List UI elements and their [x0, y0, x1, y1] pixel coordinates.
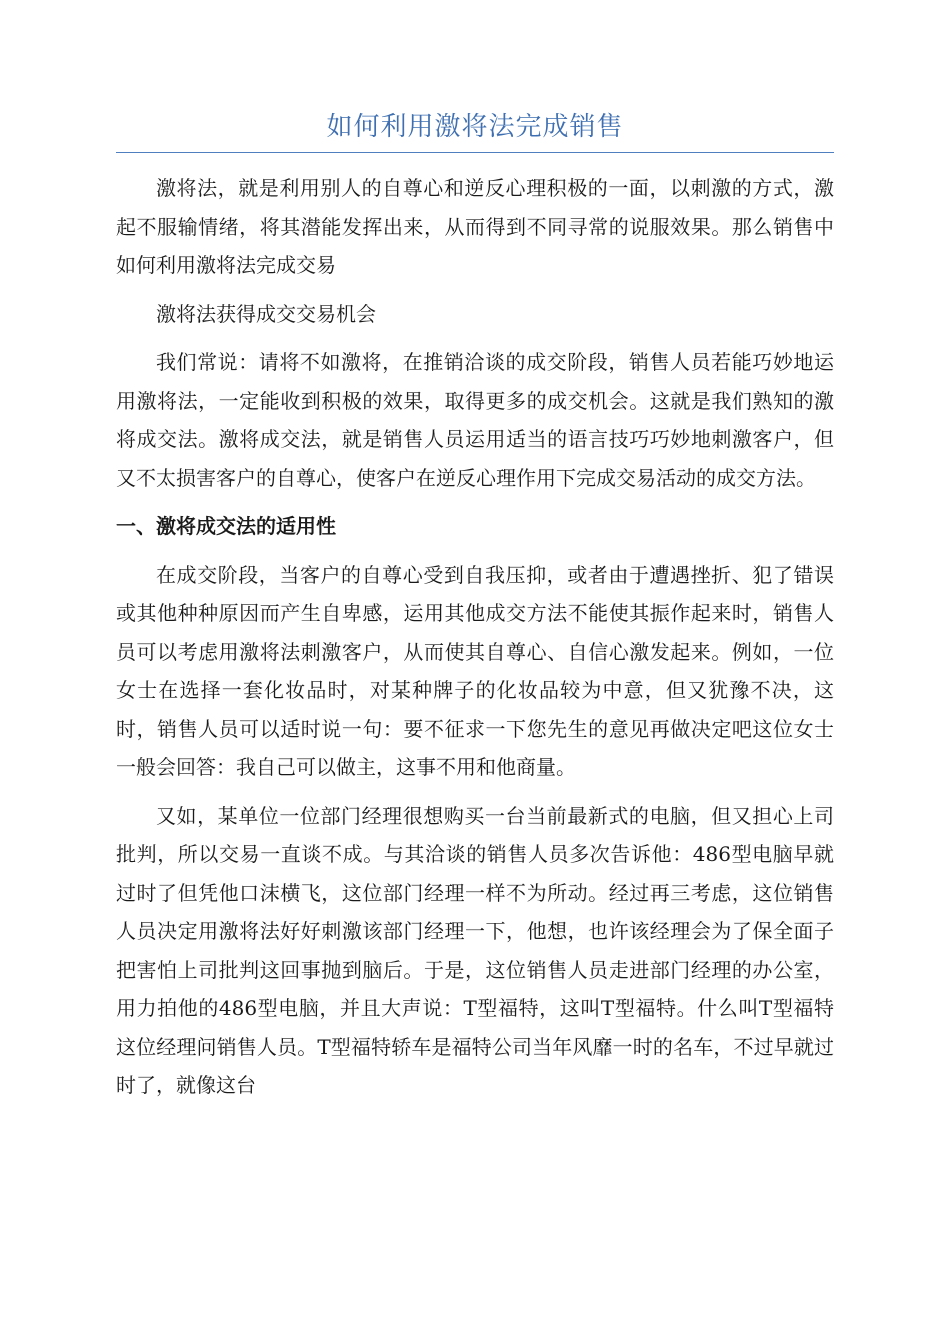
paragraph: 又如，某单位一位部门经理很想购买一台当前最新式的电脑，但又担心上司批判，所以交易一直谈不成。与其洽谈的销售人员多次告诉他：486型电脑早就过时了但凭他口沫横飞，这位部门经理一样不为所动。经过再三考虑，这位销售人员决定用激将法好好刺激该部门经理一下，他想，也许该经理会为了保全面子把害怕上司批判这回事抛到脑后。于是，这位销售人员走进部门经理的办公室，用力拍他的486型电脑，并且大声说：T型福特，这叫T型福特。什么叫T型福特这位经理问销售人员。T型福特轿车是福特公司当年风靡一时的名车，不过早就过时了，就像这台 [116, 803, 834, 1097]
section-heading: 一、激将成交法的适用性 [116, 514, 336, 538]
paragraph: 激将法，就是利用别人的自尊心和逆反心理积极的一面，以刺激的方式，激起不服输情绪，将其潜能发挥出来，从而得到不同寻常的说服效果。那么销售中如何利用激将法完成交易 [116, 176, 834, 277]
paragraph: 激将法获得成交交易机会 [156, 301, 376, 326]
document-body [116, 169, 834, 1105]
document-title: 如何利用激将法完成销售 [116, 108, 834, 153]
paragraph: 在成交阶段，当客户的自尊心受到自我压抑，或者由于遭遇挫折、犯了错误或其他种种原因而产生自卑感，运用其他成交方法不能使其振作起来时，销售人员可以考虑用激将法刺激客户，从而使其自尊心、自信心激发起来。例如，一位女士在选择一套化妆品时，对某种牌子的化妆品较为中意，但又犹豫不决，这时，销售人员可以适时说一句：要不征求一下您先生的意见再做决定吧这位女士一般会回答：我自己可以做主，这事不用和他商量。 [116, 562, 834, 779]
paragraph: 我们常说：请将不如激将，在推销洽谈的成交阶段，销售人员若能巧妙地运用激将法，一定能收到积极的效果，取得更多的成交机会。这就是我们熟知的激将成交法。激将成交法，就是销售人员运用适当的语言技巧巧妙地刺激客户，但又不太损害客户的自尊心，使客户在逆反心理作用下完成交易活动的成交方法。 [116, 350, 834, 490]
document-page [116, 108, 834, 1115]
